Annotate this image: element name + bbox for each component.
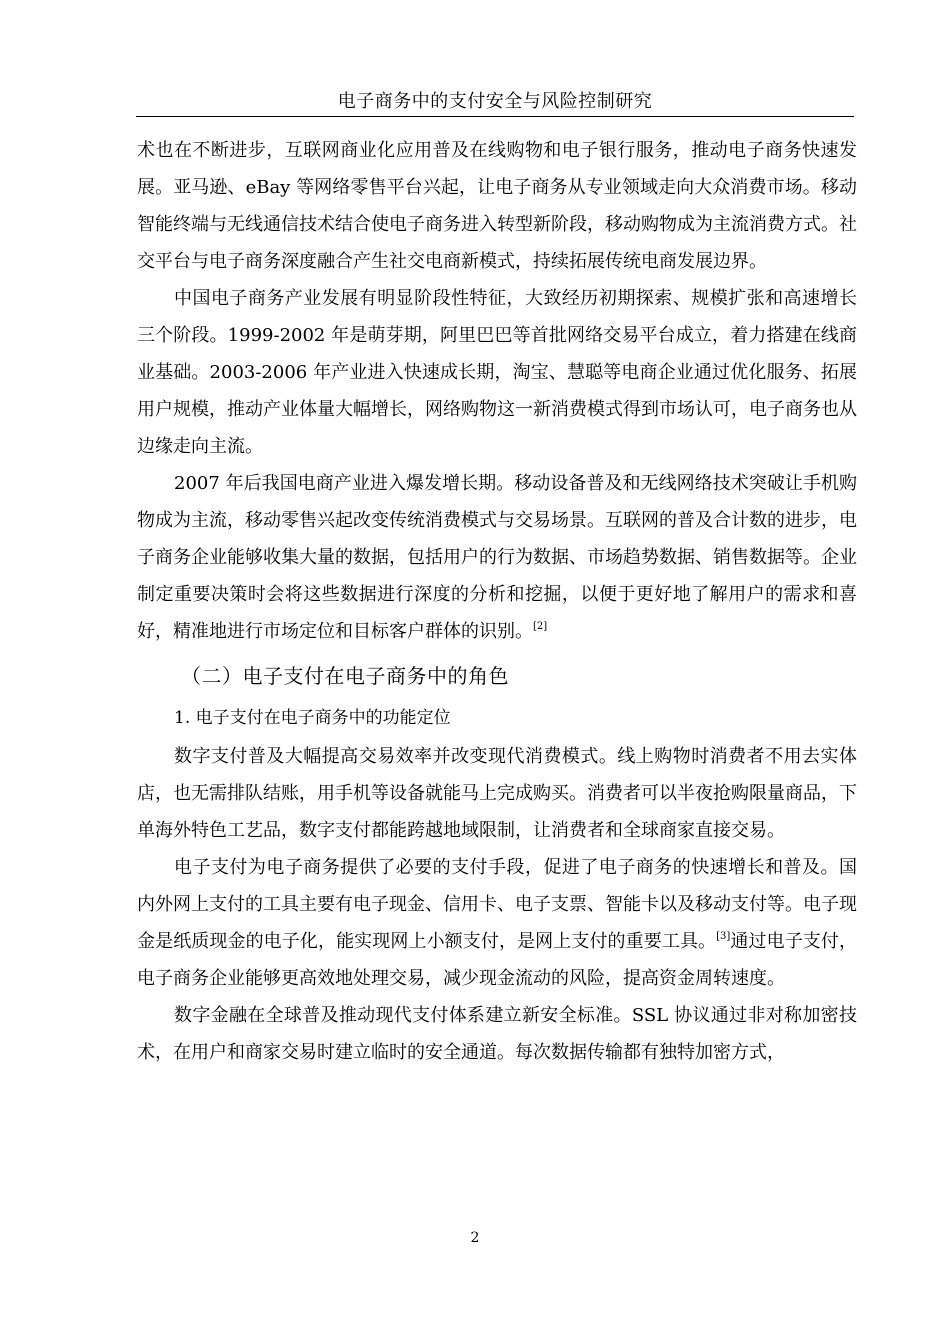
paragraph-payment-tools (137, 849, 857, 997)
paragraph-payment-tools-text-b: 通过电子支付，电子商务企业能够更高效地处理交易，减少现金流动的风险，提高资金周转速度。 (137, 931, 857, 989)
paragraph-continued: 术也在不断进步，互联网商业化应用普及在线购物和电子银行服务，推动电子商务快速发展。亚马逊、eBay 等网络零售平台兴起，让电子商务从专业领域走向大众消费市场。移动智能终端与无线通信技术结合使电子商务进入转型新阶段，移动购物成为主流消费方式。社交平台与电子商务深度融合产生社交电商新模式，持续拓展传统电商发展边界。 (137, 140, 857, 272)
paragraph-ssl-security: 数字金融在全球普及推动现代支付体系建立新安全标准。SSL 协议通过非对称加密技术，在用户和商家交易时建立临时的安全通道。每次数据传输都有独特加密方式， (137, 1005, 857, 1063)
citation-ref-2: [2] (533, 621, 548, 632)
citation-ref-3: [3] (716, 931, 731, 942)
section-heading: （二）电子支付在电子商务中的角色 (181, 664, 509, 688)
paragraph-payment-tools-text-a: 电子支付为电子商务提供了必要的支付手段，促进了电子商务的快速增长和普及。国内外网上支付的工具主要有电子现金、信用卡、电子支票、智能卡以及移动支付等。电子现金是纸质现金的电子化，能实现网上小额支付，是网上支付的重要工具。 (137, 857, 857, 952)
page-body (137, 132, 857, 1071)
header-title: 电子商务中的支付安全与风险控制研究 (337, 91, 653, 112)
paragraph-explosive-growth-text: 2007 年后我国电商产业进入爆发增长期。移动设备普及和无线网络技术突破让手机购物成为主流，移动零售兴起改变传统消费模式与交易场景。互联网的普及合计数的进步，电子商务企业能够收集大量的数据，包括用户的行为数据、市场趋势数据、销售数据等。企业制定重要决策时会将这些数据进行深度的分析和挖掘，以便于更好地了解用户的需求和喜好，精准地进行市场定位和目标客户群体的识别。 (137, 473, 857, 642)
page-header (136, 88, 854, 117)
paragraph-explosive-growth (137, 465, 857, 650)
paragraph-digital-payment: 数字支付普及大幅提高交易效率并改变现代消费模式。线上购物时消费者不用去实体店，也无需排队结账，用手机等设备就能马上完成购买。消费者可以半夜抢购限量商品，下单海外特色工艺品，数字支付都能跨越地域限制，让消费者和全球商家直接交易。 (137, 746, 857, 841)
subsection-heading (137, 700, 857, 738)
page-number: 2 (470, 1230, 480, 1246)
subsection-number: 1. (174, 708, 191, 728)
subsection-title: 电子支付在电子商务中的功能定位 (195, 708, 451, 728)
paragraph-china-ecommerce-stages: 中国电子商务产业发展有明显阶段性特征，大致经历初期探索、规模扩张和高速增长三个阶段。1999-2002 年是萌芽期，阿里巴巴等首批网络交易平台成立，着力搭建在线商业基础。2003-2006 年产业进入快速成长期，淘宝、慧聪等电商企业通过优化服务、拓展用户规模，推动产业体量大幅增长，网络购物这一新消费模式得到市场认可，电子商务也从边缘走向主流。 (137, 288, 857, 457)
